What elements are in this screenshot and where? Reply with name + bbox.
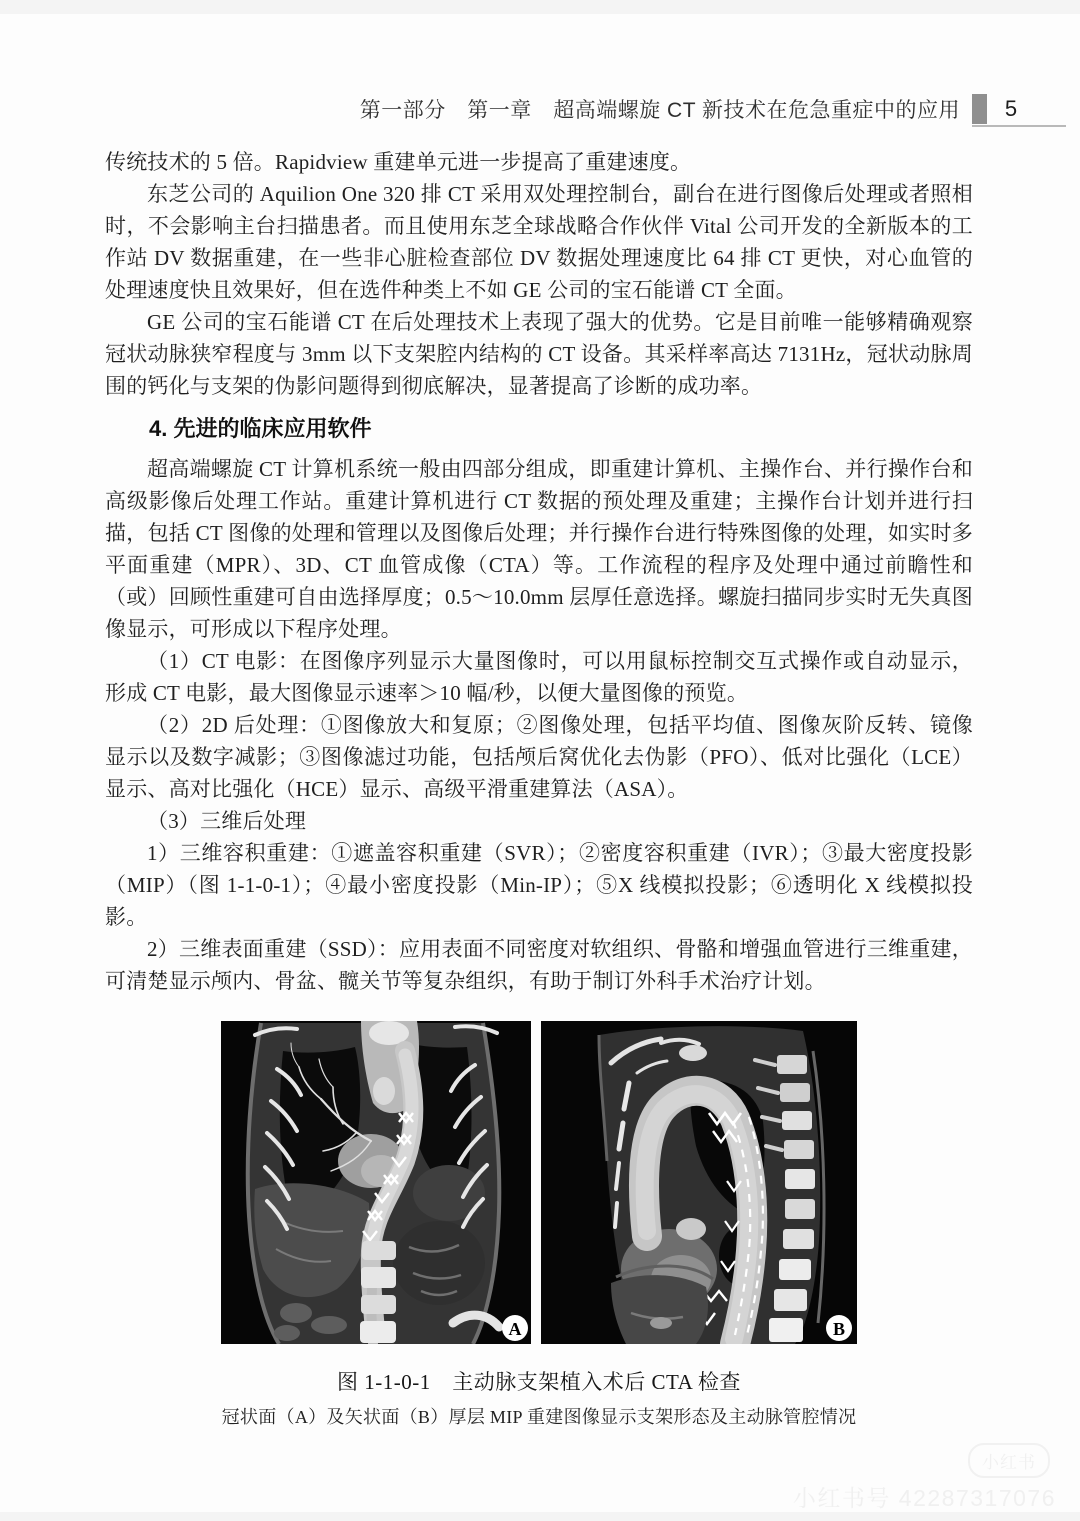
figure-subcaption: 冠状面（A）及矢状面（B）厚层 MIP 重建图像显示支架形态及主动脉管腔情况 (221, 1407, 857, 1427)
panel-b-label-badge (826, 1315, 852, 1341)
body-paragraph: 传统技术的 5 倍。Rapidview 重建单元进一步提高了重建速度。 (105, 150, 692, 174)
scan-edge-top (0, 0, 1080, 14)
panel-b-label: B (832, 1319, 846, 1339)
xiaohongshu-badge: 小红书 (968, 1443, 1050, 1478)
panel-a-label-badge (502, 1315, 528, 1341)
body-paragraph: 超高端螺旋 CT 计算机系统一般由四部分组成，即重建计算机、主操作台、并行操作台和高级影像后处理工作站。重建计算机进行 CT 数据的预处理及重建；主操作台计划并进行扫描，包括 CT 图像的处理和管理以及图像后处理；并行操作台进行特殊图像的处理，如实时多平面重建（MPR）、3D、CT 血管成像（CTA）等。工作流程的程序及处理中通过前瞻性和（或）回顾性重建可自由选择厚度；0.5～10.0mm 层厚任意选择。螺旋扫描同步实时无失真图像显示，可形成以下程序处理。 (105, 457, 973, 641)
running-head-title: 第一部分 第一章 超高端螺旋 CT 新技术在危急重症中的应用 (359, 99, 960, 122)
body-paragraph: （1）CT 电影：在图像序列显示大量图像时，可以用鼠标控制交互式操作或自动显示，形成 CT 电影，最大图像显示速率＞10 幅/秒，以便大量图像的预览。 (105, 649, 973, 705)
body-paragraph: GE 公司的宝石能谱 CT 在后处理技术上表现了强大的优势。它是目前唯一能够精确观察冠状动脉狭窄程度与 3mm 以下支架腔内结构的 CT 设备。其采样率高达 7131Hz，冠状动脉周围的钙化与支架的伪影问题得到彻底解决，显著提高了诊断的成功率。 (105, 310, 973, 398)
page-content (105, 146, 973, 1429)
figure-panels (105, 1021, 973, 1344)
header-rule (972, 125, 1066, 127)
ct-image-panel-b-sagittal (541, 1021, 857, 1344)
panel-a-label: A (508, 1319, 522, 1339)
xiaohongshu-id-watermark: 小红书号 42287317076 (792, 1485, 1056, 1511)
page-number: 5 (1004, 96, 1018, 121)
body-paragraph: 1）三维容积重建：①遮盖容积重建（SVR）；②密度容积重建（IVR）；③最大密度投影（MIP）（图 1-1-0-1）；④最小密度投影（Min-IP）；⑤X 线模拟投影；⑥透明化 X 线模拟投影。 (105, 841, 973, 929)
section-heading: 4. 先进的临床应用软件 (149, 416, 372, 441)
scan-edge-bottom (0, 1512, 1080, 1521)
page-header (0, 94, 1080, 134)
running-head (360, 94, 1035, 124)
panel-a-kidney (393, 1221, 485, 1305)
page-number-bar (972, 94, 987, 124)
panel-a-spleen (413, 1165, 485, 1221)
content-blocks (105, 146, 973, 997)
body-paragraph: （2）2D 后处理：①图像放大和复原；②图像处理，包括平均值、图像灰阶反转、镜像显示以及数字减影；③图像滤过功能，包括颅后窝优化去伪影（PFO）、低对比强化（LCE）显示、高对比强化（HCE）显示、高级平滑重建算法（ASA）。 (105, 713, 973, 801)
body-paragraph: 东芝公司的 Aquilion One 320 排 CT 采用双处理控制台，副台在进行图像后处理或者照相时，不会影响主台扫描患者。而且使用东芝全球战略合作伙伴 Vital 公司开发的全新版本的工作站 DV 数据重建，在一些非心脏检查部位 DV 数据处理速度比 64 排 CT 更快，对心血管的处理速度快且效果好，但在选件种类上不如 GE 公司的宝石能谱 CT 全面。 (105, 182, 973, 302)
figure-caption: 图 1-1-0-1 主动脉支架植入术后 CTA 检查 (337, 1370, 741, 1394)
panel-b-liver (611, 1275, 708, 1344)
body-paragraph: 2）三维表面重建（SSD）：应用表面不同密度对软组织、骨骼和增强血管进行三维重建，可清楚显示颅内、骨盆、髋关节等复杂组织，有助于制订外科手术治疗计划。 (105, 937, 973, 993)
ct-image-panel-a-coronal (221, 1021, 531, 1344)
figure-1-1-0-1 (105, 1021, 973, 1429)
body-paragraph: （3）三维后处理 (147, 809, 307, 833)
